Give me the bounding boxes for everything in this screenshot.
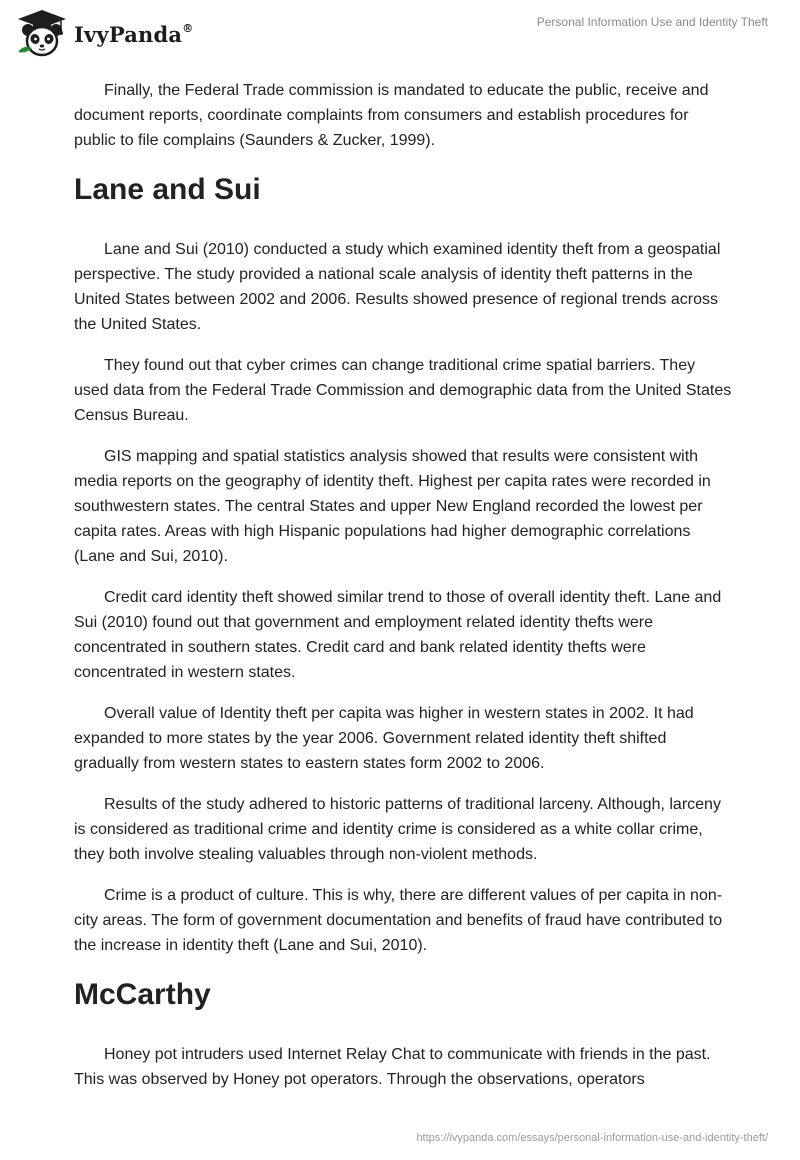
registered-mark: ® xyxy=(182,21,194,35)
ivypanda-logo[interactable] xyxy=(14,8,193,58)
section-heading-lane-and-sui: Lane and Sui xyxy=(74,173,261,206)
paragraph: Overall value of Identity theft per capita was higher in western states in 2002. It had expanded to more states by the year 2006. Government related identity theft shifted gradually from western states to eastern states form 2002 to 2006. xyxy=(74,705,694,772)
paragraph: GIS mapping and spatial statistics analysis showed that results were consistent with media reports on the geography of identity theft. Highest per capita rates were recorded in southwestern states. The central States and upper New England recorded the lowest per capita rates. Areas with high Hispanic populations had higher demographic correlations (Lane and Sui, 2010). xyxy=(74,448,711,565)
source-url-link[interactable]: https://ivypanda.com/essays/personal-information-use-and-identity-theft/ xyxy=(416,1132,768,1144)
paragraph: They found out that cyber crimes can change traditional crime spatial barriers. They used data from the Federal Trade Commission and demographic data from the United States Census Bureau. xyxy=(74,357,732,424)
paragraph: Crime is a product of culture. This is why, there are different values of per capita in non-city areas. The form of government documentation and benefits of fraud have contributed to the increase in identity theft (Lane and Sui, 2010). xyxy=(74,887,723,954)
document-title: Personal Information Use and Identity Theft xyxy=(536,15,768,29)
paragraph: Credit card identity theft showed similar trend to those of overall identity theft. Lane and Sui (2010) found out that government and employment related identity thefts were concentrated in southern states. Credit card and bank related identity thefts were concentrated in western states. xyxy=(74,589,722,681)
page-header xyxy=(0,0,800,70)
paragraph: Honey pot intruders used Internet Relay Chat to communicate with friends in the past. This was observed by Honey pot operators. Through the observations, operators xyxy=(74,1046,711,1088)
section-heading-mccarthy: McCarthy xyxy=(74,978,211,1011)
paragraph: Finally, the Federal Trade commission is mandated to educate the public, receive and document reports, coordinate complaints from consumers and establish procedures for public to file complains (Saunders & Zucker, 1999). xyxy=(74,82,709,149)
panda-graduate-icon xyxy=(14,8,70,58)
paragraph: Results of the study adhered to historic patterns of traditional larceny. Although, larceny is considered as traditional crime and identity crime is considered as a white collar crime, they both involve stealing valuables through non-violent methods. xyxy=(74,796,721,863)
essay-content xyxy=(74,78,734,1108)
brand-name: IvyPanda® xyxy=(74,21,194,47)
paragraph: Lane and Sui (2010) conducted a study which examined identity theft from a geospatial perspective. The study provided a national scale analysis of identity theft patterns in the United States between 2002 and 2006. Results showed presence of regional trends across the United States. xyxy=(74,241,721,333)
